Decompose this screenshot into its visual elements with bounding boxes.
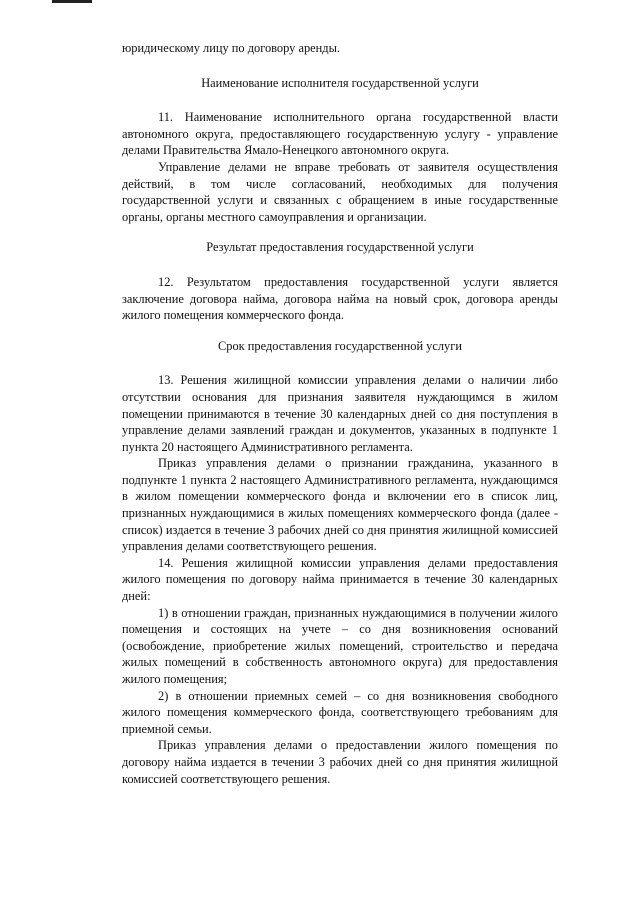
paragraph-14: 14. Решения жилищной комиссии управления делами предоставления жилого помещения по договору найма принимается в течение 30 календарных дней: xyxy=(122,555,558,604)
heading-term: Срок предоставления государственной услуги xyxy=(218,338,462,353)
scan-edge-mark xyxy=(52,0,92,3)
paragraph-11-note: Управление делами не вправе требовать от заявителя осуществления действий, в том числе согласований, необходимых для получения государственной услуги и связанных с обращением в иные государственные органы, органы местного самоуправления и организации. xyxy=(122,159,558,224)
paragraph-13-order: Приказ управления делами о признании гражданина, указанного в подпункте 1 пункта 2 настоящего Административного регламента, нуждающимся в жилом помещении коммерческого фонда и включении его в список лиц, признанных нуждающимися в жилых помещениях коммерческого фонда (далее - список) издается в течение 3 рабочих дней со дня принятия жилищной комиссией управления делами соответствующего решения. xyxy=(122,456,558,554)
heading-result: Результат предоставления государственной услуги xyxy=(206,240,474,255)
heading-executor: Наименование исполнителя государственной услуги xyxy=(201,75,479,90)
paragraph-14-item-2: 2) в отношении приемных семей – со дня возникновения свободного жилого помещения коммерческого фонда, соответствующего требованиям для приемной семьи. xyxy=(122,688,558,736)
document-page xyxy=(122,40,558,787)
paragraph-11: 11. Наименование исполнительного органа государственной власти автономного округа, предоставляющего государственную услугу - управление делами Правительства Ямало-Ненецкого автономного округа. xyxy=(122,110,558,158)
paragraph-14-order: Приказ управления делами о предоставлении жилого помещения по договору найма издается в течении 3 рабочих дней со дня принятия жилищной комиссией соответствующего решения. xyxy=(122,738,558,786)
paragraph-14-item-1: 1) в отношении граждан, признанных нуждающимися в получении жилого помещения и состоящих на учете – со дня возникновения оснований (освобождение, приобретение жилых помещений, строительство и передача жилых помещений в собственность автономного округа) для предоставления жилого помещения; xyxy=(122,605,558,686)
paragraph-12: 12. Результатом предоставления государственной услуги является заключение договора найма, договора найма на новый срок, договора аренды жилого помещения коммерческого фонда. xyxy=(122,274,558,323)
continuation-text: юридическому лицу по договору аренды. xyxy=(122,41,341,55)
paragraph-13: 13. Решения жилищной комиссии управления делами о наличии либо отсутствии основания для признания заявителя нуждающимся в жилом помещении принимаются в течение 30 календарных дней со дня поступления в управление делами заявлений граждан и документов, указанных в подпункте 1 пункта 20 настоящего Административного регламента. xyxy=(122,373,558,454)
